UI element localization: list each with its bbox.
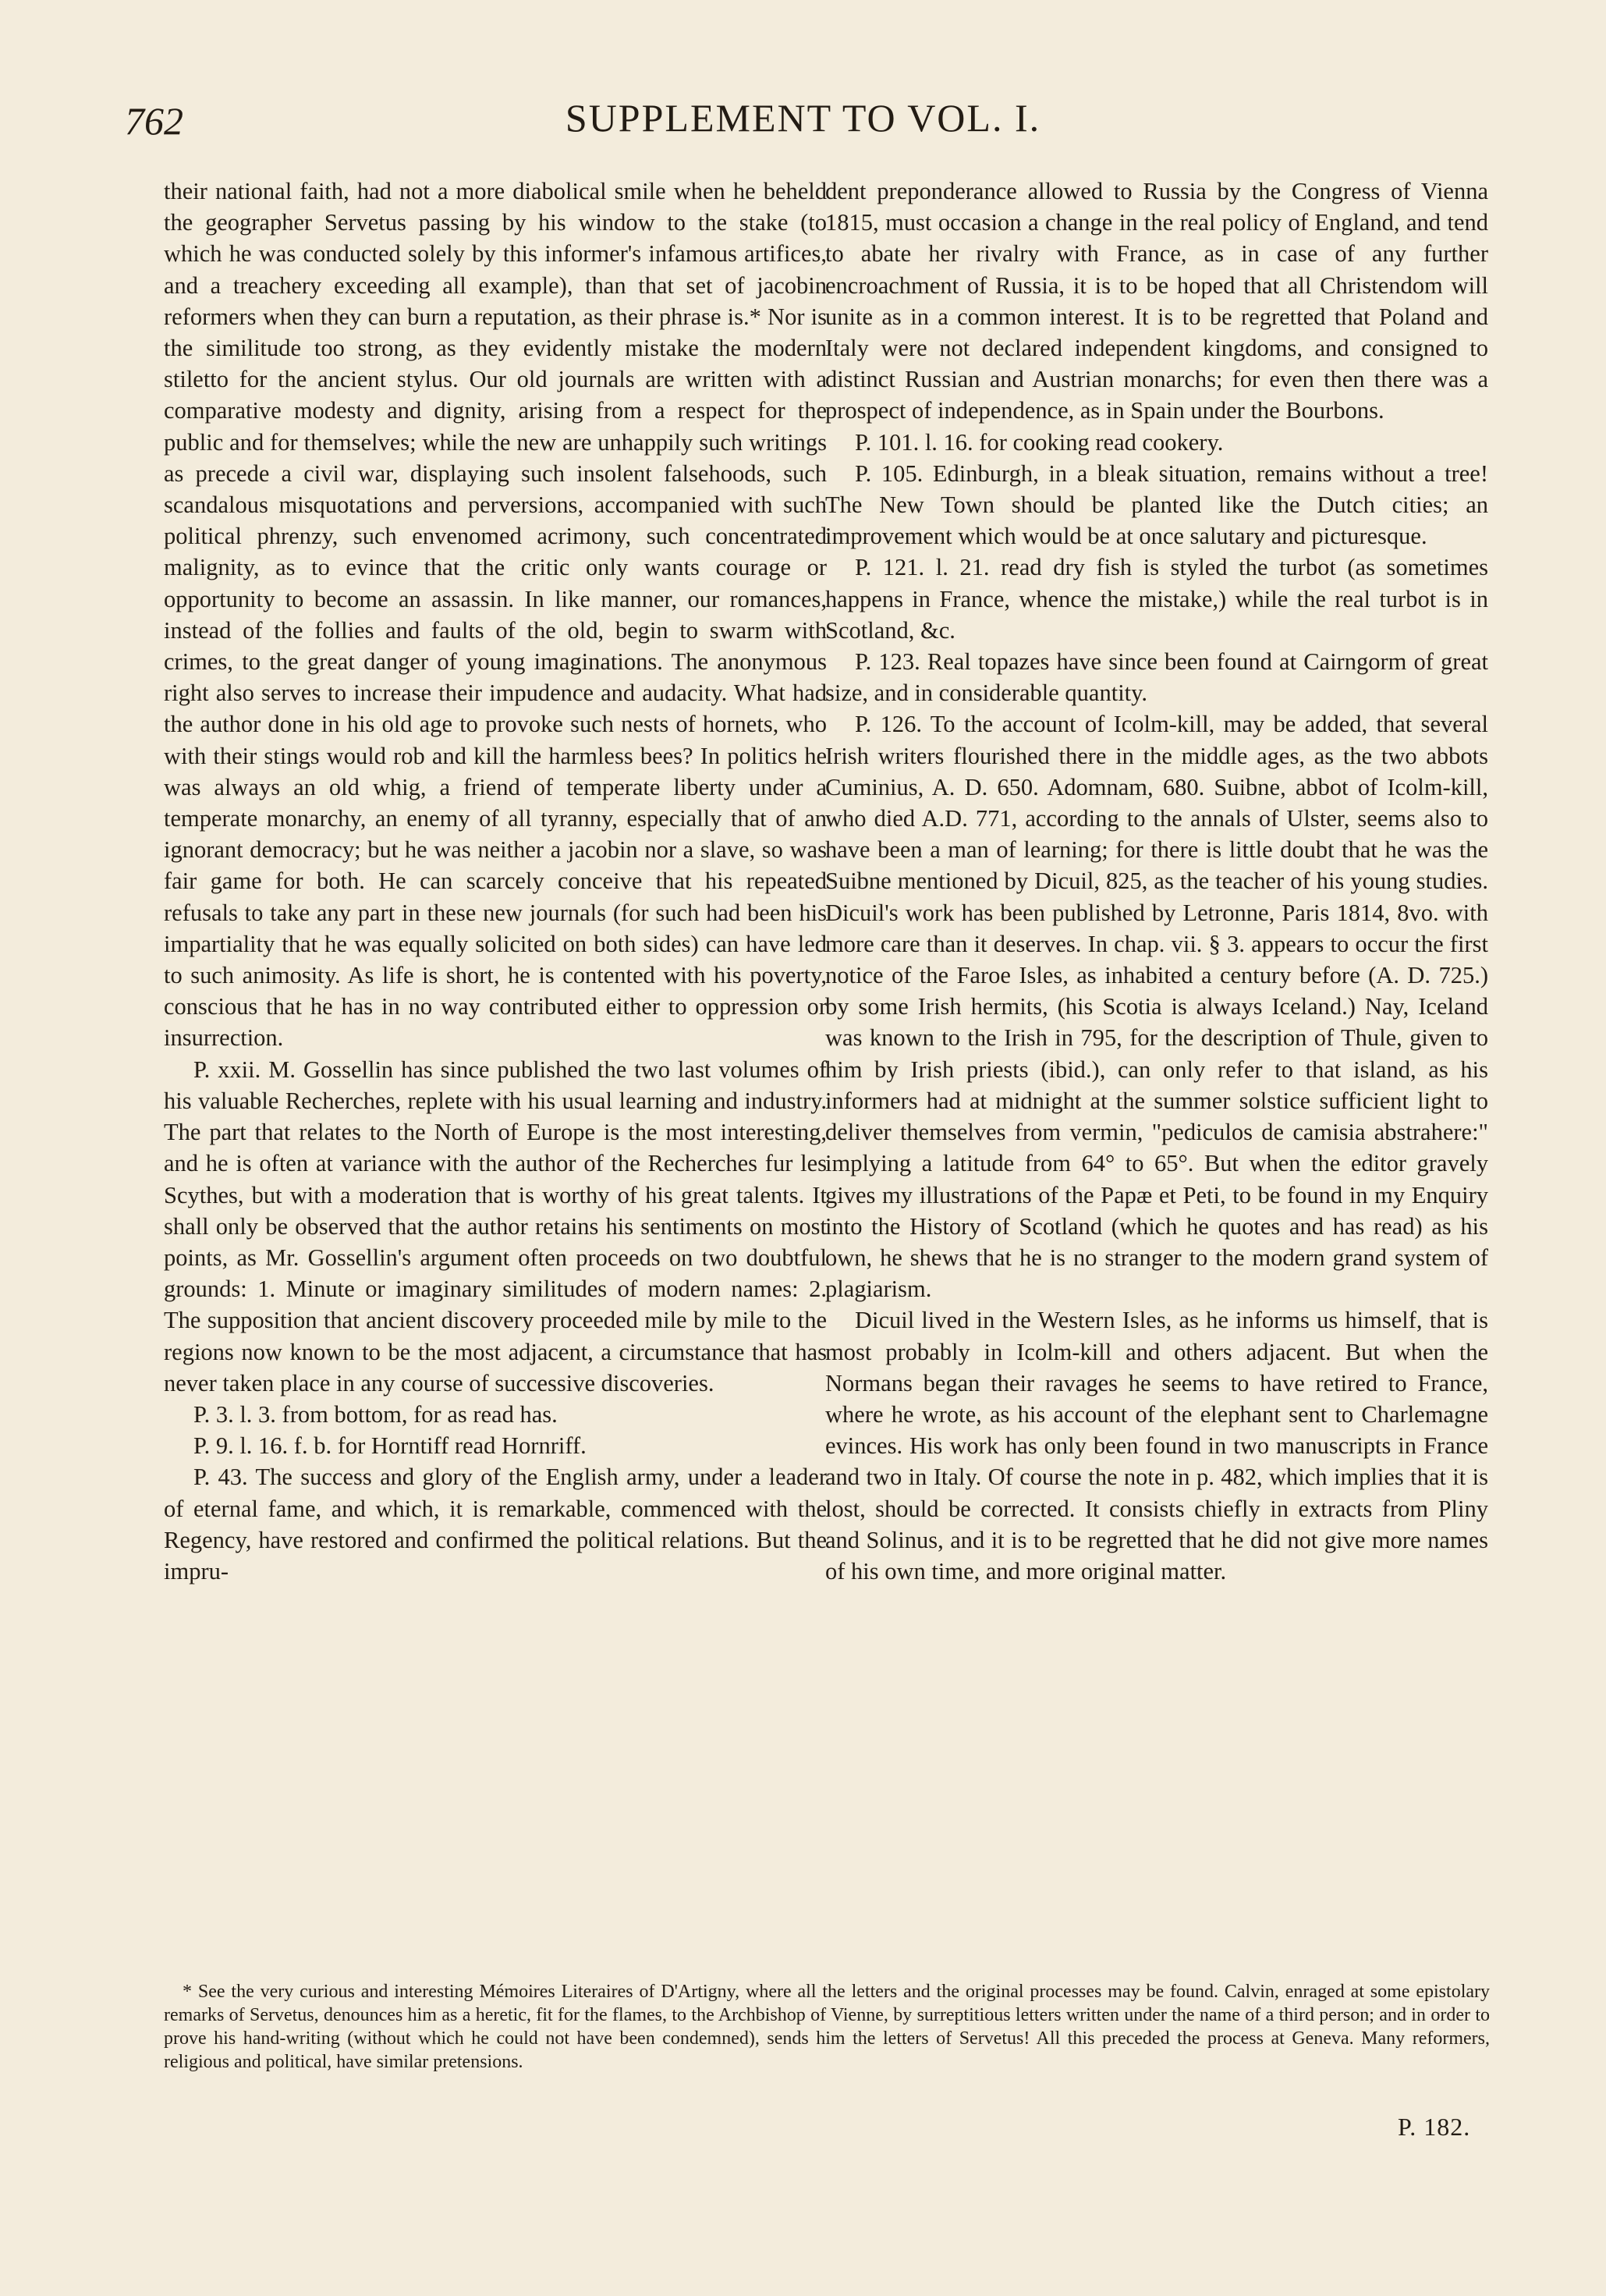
paragraph: P. 123. Real topazes have since been found at Cairngorm of great size, and in considerable quantity. [825,648,1488,707]
left-column [164,176,827,1587]
catchword: P. 182. [1398,2113,1471,2141]
page-title: SUPPLEMENT TO VOL. I. [565,96,1041,140]
paragraph: P. 3. l. 3. from bottom, for as read has. [193,1400,558,1428]
paragraph: P. 121. l. 21. read dry fish is styled the turbot (as sometimes happens in France, whence the mistake,) while the real turbot is in Scotland, &c. [825,554,1488,644]
paragraph: Dicuil lived in the Western Isles, as he informs us himself, that is most probably in Icolm-kill and others adjacent. But when the Normans began their ravages he seems to have retired to France, where he wrote, as his account of the elephant sent to Charlemagne evinces. His work has only been found in two manuscripts in France and two in Italy. Of course the note in p. 482, which implies that it is lost, should be corrected. It consists chiefly in extracts from Pliny and Solinus, and it is to be regretted that he did not give more names of his own time, and more original matter. [825,1307,1488,1584]
paragraph: P. 9. l. 16. f. b. for Horntiff read Hornriff. [193,1432,587,1460]
right-column [825,176,1488,1587]
paragraph: P. xxii. M. Gossellin has since published the two last volumes of his valuable Recherches, replete with his usual learning and industry. The part that relates to the North of Europe is the most interesting, and he is often at variance with the author of the Recherches fur les Scythes, but with a moderation that is worthy of his great talents. It shall only be observed that the author retains his sentiments on most points, as Mr. Gossellin's argument often proceeds on two doubtful grounds: 1. Minute or imaginary similitudes of modern names: 2. The supposition that ancient discovery proceeded mile by mile to the regions now known to be the most adjacent, a circumstance that has never taken place in any course of successive discoveries. [164,1056,827,1396]
running-head [0,92,1606,154]
paragraph: P. 105. Edinburgh, in a bleak situation, remains without a tree! The New Town should be planted like the Dutch cities; an improvement which would be at once salutary and picturesque. [825,460,1488,550]
page-number: 762 [125,99,183,143]
paragraph: dent preponderance allowed to Russia by the Congress of Vienna 1815, must occasion a change in the real policy of England, and tend to abate her rivalry with France, as in case of any further encroachment of Russia, it is to be hoped that all Christendom will unite as in a common interest. It is to be regretted that Poland and Italy were not declared independent kingdoms, and consigned to distinct Russian and Austrian monarchs; for even then there was a prospect of independence, as in Spain under the Bourbons. [825,178,1488,424]
paragraph: P. 101. l. 16. for cooking read cookery. [855,428,1224,456]
paragraph: their national faith, had not a more diabolical smile when he beheld the geographer Servetus passing by his window to the stake (to which he was conducted solely by this informer's infamous artifices, and a treachery exceeding all example), than that set of jacobin reformers when they can burn a reputation, as their phrase is.* Nor is the similitude too strong, as they evidently mistake the modern stiletto for the ancient stylus. Our old journals are written with a comparative modesty and dignity, arising from a respect for the public and for themselves; while the new are unhappily such writings as precede a civil war, displaying such insolent falsehoods, such scandalous misquotations and perversions, accompanied with such political phrenzy, such envenomed acrimony, such concentrated malignity, as to evince that the critic only wants courage or opportunity to become an assassin. In like manner, our romances, instead of the follies and faults of the old, begin to swarm with crimes, to the great danger of young imaginations. The anonymous right also serves to increase their impudence and audacity. What had the author done in his old age to provoke such nests of hornets, who with their stings would rob and kill the harmless bees? In politics he was always an old whig, a friend of temperate liberty under a temperate monarchy, an enemy of all tyranny, especially that of an ignorant democracy; but he was neither a jacobin nor a slave, so was fair game for both. He can scarcely conceive that his repeated refusals to take any part in these new journals (for such had been his impartiality that he was equally solicited on both sides) can have led to such animosity. As life is short, he is contented with his poverty, conscious that he has in no way contributed either to oppression or insurrection. [164,178,827,1052]
paragraph: P. 43. The success and glory of the English army, under a leader of eternal fame, and which, it is remarkable, commenced with the Regency, have restored and confirmed the political relations. But the impru- [164,1464,827,1584]
footnote: * See the very curious and interesting Mémoires Literaires of D'Artigny, where all the letters and the original processes may be found. Calvin, enraged at some epistolary remarks of Servetus, denounces him as a heretic, fit for the flames, to the Archbishop of Vienne, by surreptitious letters written under the name of a third person; and in order to prove his hand-writing (without which he could not have been condemned), sends him the letters of Servetus! All this preceded the process at Geneva. Many reformers, religious and political, have similar pretensions. [164,1982,1490,2072]
paragraph: P. 126. To the account of Icolm-kill, may be added, that several Irish writers flourished there in the middle ages, as the two abbots Cuminius, A. D. 650. Adomnam, 680. Suibne, abbot of Icolm-kill, who died A.D. 771, according to the annals of Ulster, seems also to have been a man of learning; for there is little doubt that he was the Suibne mentioned by Dicuil, 825, as the teacher of his young studies. Dicuil's work has been published by Letronne, Paris 1814, 8vo. with more care than it deserves. In chap. vii. § 3. appears to occur the first notice of the Faroe Isles, as inhabited a century before (A. D. 725.) by some Irish hermits, (his Scotia is always Iceland.) Nay, Iceland was known to the Irish in 795, for the description of Thule, given to him by Irish priests (ibid.), can only refer to that island, as his informers had at midnight at the summer solstice sufficient light to deliver themselves from vermin, "pediculos de camisia abstrahere:" implying a latitude from 64° to 65°. But when the editor gravely gives my illustrations of the Papæ et Peti, to be found in my Enquiry into the History of Scotland (which he quotes and has read) as his own, he shews that he is no stranger to the modern grand system of plagiarism. [825,711,1488,1303]
